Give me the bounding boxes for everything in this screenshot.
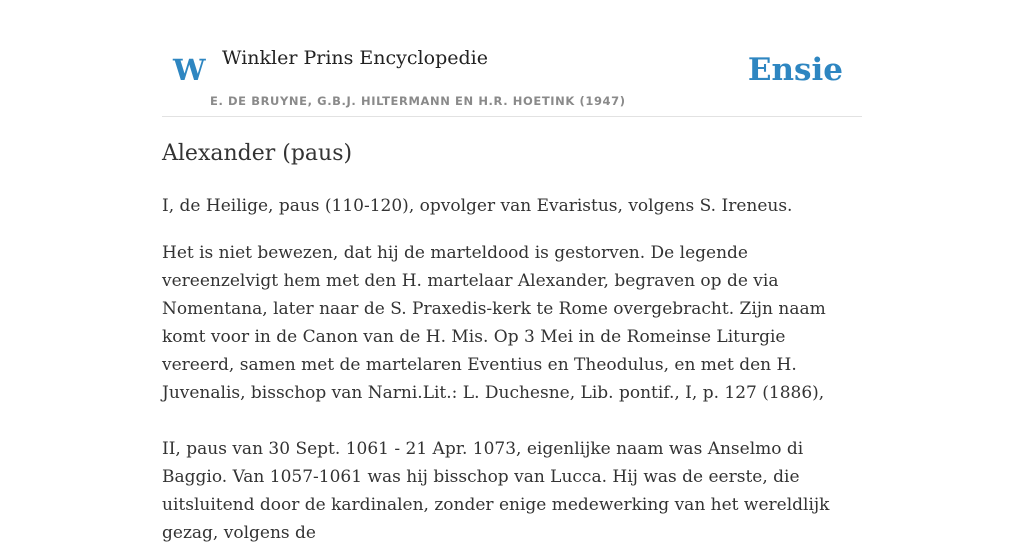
site-title[interactable]: Winkler Prins Encyclopedie <box>222 47 488 69</box>
article <box>162 138 862 547</box>
article-paragraph: Het is niet bewezen, dat hij de marteldood is gestorven. De legende vereenzelvigt hem met den H. martelaar Alexander, begraven op de via Nomentana, later naar de S. Praxedis-kerk te Rome overgebracht. Zijn naam komt voor in de Canon van de H. Mis. Op 3 Mei in de Romeinse Liturgie vereerd, samen met de martelaren Eventius en Theodulus, en met den H. Juvenalis, bisschop van Narni.Lit.: L. Duchesne, Lib. pontif., I, p. 127 (1886), <box>162 243 826 403</box>
site-authors: E. DE BRUYNE, G.B.J. HILTERMANN EN H.R. HOETINK (1947) <box>210 94 626 108</box>
winkler-prins-logo[interactable]: W <box>173 53 206 87</box>
article-paragraph: II, paus van 30 Sept. 1061 - 21 Apr. 1073, eigenlijke naam was Anselmo di Baggio. Van 1057-1061 was hij bisschop van Lucca. Hij was de eerste, die uitsluitend door de kardinalen, zonder enige medewerking van het wereldlijk gezag, volgens de <box>162 439 830 543</box>
ensie-logo[interactable]: Ensie <box>747 52 843 88</box>
article-paragraph: I, de Heilige, paus (110-120), opvolger van Evaristus, volgens S. Ireneus. <box>162 196 793 216</box>
site-header <box>162 0 862 117</box>
article-title: Alexander (paus) <box>162 141 353 166</box>
